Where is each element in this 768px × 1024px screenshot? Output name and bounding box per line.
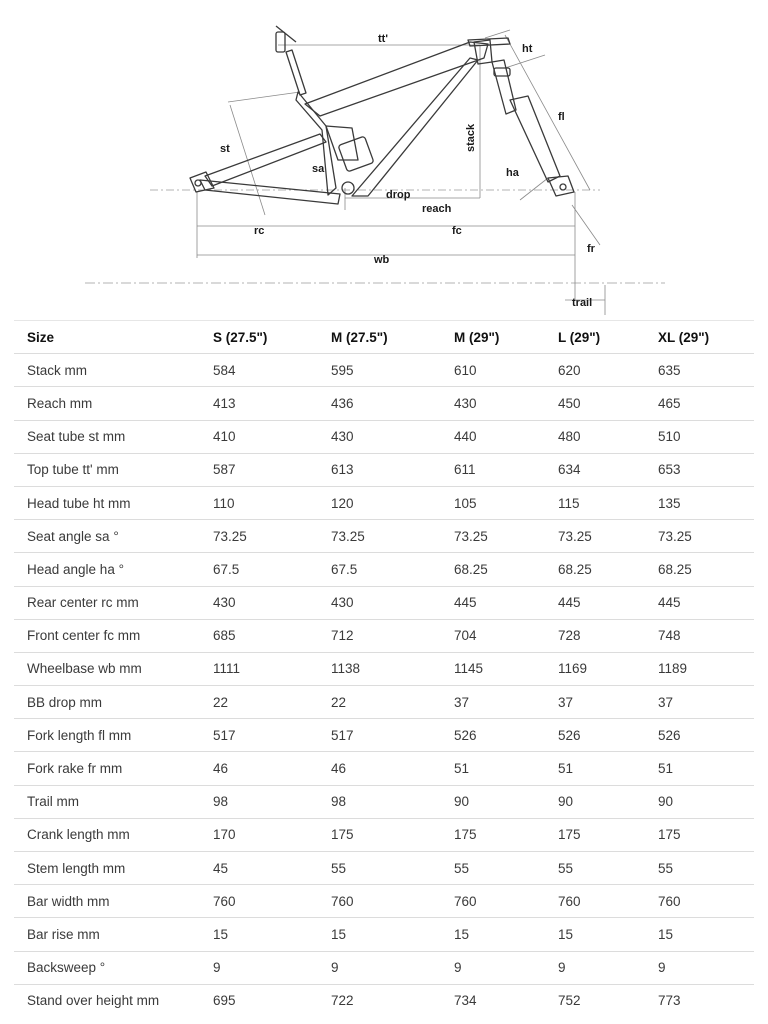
cell-size-l: 760 bbox=[545, 885, 645, 918]
cell-size-xl: 37 bbox=[645, 686, 754, 719]
cell-size-m-29: 445 bbox=[441, 586, 545, 619]
cell-size-m-27: 46 bbox=[318, 752, 441, 785]
row-label: Fork rake fr mm bbox=[14, 752, 200, 785]
cell-size-xl: 773 bbox=[645, 984, 754, 1017]
table-row bbox=[14, 652, 754, 685]
cell-size-l: 445 bbox=[545, 586, 645, 619]
dim-label-drop: drop bbox=[386, 189, 411, 201]
cell-size-xl: 1189 bbox=[645, 652, 754, 685]
reference-lines bbox=[85, 190, 665, 283]
cell-size-m-27: 430 bbox=[318, 420, 441, 453]
table-row bbox=[14, 719, 754, 752]
table-row bbox=[14, 520, 754, 553]
table-row bbox=[14, 553, 754, 586]
cell-size-m-27: 120 bbox=[318, 486, 441, 519]
cell-size-xl: 68.25 bbox=[645, 553, 754, 586]
cell-size-m-27: 1138 bbox=[318, 652, 441, 685]
dim-label-reach: reach bbox=[422, 203, 452, 215]
cell-size-m-29: 90 bbox=[441, 785, 545, 818]
table-row bbox=[14, 686, 754, 719]
cell-size-m-27: 722 bbox=[318, 984, 441, 1017]
cell-size-m-29: 440 bbox=[441, 420, 545, 453]
cell-size-m-29: 1145 bbox=[441, 652, 545, 685]
cell-size-s: 517 bbox=[200, 719, 318, 752]
cell-size-s: 98 bbox=[200, 785, 318, 818]
cell-size-m-29: 611 bbox=[441, 453, 545, 486]
cell-size-xl: 653 bbox=[645, 453, 754, 486]
table-row bbox=[14, 852, 754, 885]
cell-size-m-29: 9 bbox=[441, 951, 545, 984]
cell-size-l: 752 bbox=[545, 984, 645, 1017]
cell-size-s: 587 bbox=[200, 453, 318, 486]
dim-label-ha: ha bbox=[506, 167, 519, 179]
dim-label-fl: fl bbox=[558, 111, 565, 123]
cell-size-s: 1111 bbox=[200, 652, 318, 685]
row-label: Top tube tt' mm bbox=[14, 453, 200, 486]
cell-size-m-27: 712 bbox=[318, 619, 441, 652]
row-label: Reach mm bbox=[14, 387, 200, 420]
cell-size-m-27: 73.25 bbox=[318, 520, 441, 553]
cell-size-m-27: 517 bbox=[318, 719, 441, 752]
header-size-s: S (27.5") bbox=[200, 321, 318, 354]
cell-size-l: 480 bbox=[545, 420, 645, 453]
cell-size-m-27: 760 bbox=[318, 885, 441, 918]
table-row bbox=[14, 387, 754, 420]
cell-size-s: 760 bbox=[200, 885, 318, 918]
row-label: Backsweep ° bbox=[14, 951, 200, 984]
header-size-m-27: M (27.5") bbox=[318, 321, 441, 354]
cell-size-xl: 175 bbox=[645, 818, 754, 851]
row-label: Bar rise mm bbox=[14, 918, 200, 951]
table-body bbox=[14, 354, 754, 1017]
geometry-spec-table bbox=[14, 320, 754, 1017]
cell-size-s: 410 bbox=[200, 420, 318, 453]
cell-size-s: 584 bbox=[200, 354, 318, 387]
cell-size-s: 413 bbox=[200, 387, 318, 420]
cell-size-l: 68.25 bbox=[545, 553, 645, 586]
cell-size-l: 51 bbox=[545, 752, 645, 785]
cell-size-xl: 445 bbox=[645, 586, 754, 619]
cell-size-xl: 748 bbox=[645, 619, 754, 652]
cell-size-xl: 510 bbox=[645, 420, 754, 453]
table-row bbox=[14, 453, 754, 486]
row-label: Stem length mm bbox=[14, 852, 200, 885]
cell-size-m-27: 436 bbox=[318, 387, 441, 420]
cell-size-l: 9 bbox=[545, 951, 645, 984]
table-row bbox=[14, 619, 754, 652]
cell-size-l: 55 bbox=[545, 852, 645, 885]
cell-size-xl: 51 bbox=[645, 752, 754, 785]
row-label: Trail mm bbox=[14, 785, 200, 818]
cell-size-s: 73.25 bbox=[200, 520, 318, 553]
row-label: Seat tube st mm bbox=[14, 420, 200, 453]
row-label: Fork length fl mm bbox=[14, 719, 200, 752]
header-size-xl: XL (29") bbox=[645, 321, 754, 354]
cell-size-xl: 635 bbox=[645, 354, 754, 387]
cell-size-l: 90 bbox=[545, 785, 645, 818]
row-label: Head tube ht mm bbox=[14, 486, 200, 519]
table-row bbox=[14, 885, 754, 918]
cell-size-xl: 55 bbox=[645, 852, 754, 885]
header-size-m-29: M (29") bbox=[441, 321, 545, 354]
cell-size-m-29: 55 bbox=[441, 852, 545, 885]
dim-label-sa: sa bbox=[312, 163, 325, 175]
row-label: Rear center rc mm bbox=[14, 586, 200, 619]
cell-size-s: 170 bbox=[200, 818, 318, 851]
cell-size-l: 37 bbox=[545, 686, 645, 719]
table-row bbox=[14, 420, 754, 453]
cell-size-l: 15 bbox=[545, 918, 645, 951]
cell-size-m-29: 15 bbox=[441, 918, 545, 951]
table-row bbox=[14, 918, 754, 951]
cell-size-m-27: 613 bbox=[318, 453, 441, 486]
table-row bbox=[14, 785, 754, 818]
cell-size-m-27: 9 bbox=[318, 951, 441, 984]
cell-size-xl: 465 bbox=[645, 387, 754, 420]
cell-size-xl: 526 bbox=[645, 719, 754, 752]
row-label: Front center fc mm bbox=[14, 619, 200, 652]
row-label: Crank length mm bbox=[14, 818, 200, 851]
table-row bbox=[14, 586, 754, 619]
cell-size-l: 526 bbox=[545, 719, 645, 752]
frame-geometry-diagram bbox=[0, 0, 768, 315]
cell-size-m-29: 734 bbox=[441, 984, 545, 1017]
table-row bbox=[14, 951, 754, 984]
cell-size-m-29: 760 bbox=[441, 885, 545, 918]
cell-size-xl: 73.25 bbox=[645, 520, 754, 553]
cell-size-m-27: 55 bbox=[318, 852, 441, 885]
cell-size-l: 450 bbox=[545, 387, 645, 420]
cell-size-s: 685 bbox=[200, 619, 318, 652]
cell-size-m-29: 73.25 bbox=[441, 520, 545, 553]
row-label: Wheelbase wb mm bbox=[14, 652, 200, 685]
row-label: Stack mm bbox=[14, 354, 200, 387]
cell-size-m-29: 430 bbox=[441, 387, 545, 420]
cell-size-s: 9 bbox=[200, 951, 318, 984]
cell-size-s: 45 bbox=[200, 852, 318, 885]
cell-size-m-27: 22 bbox=[318, 686, 441, 719]
cell-size-s: 430 bbox=[200, 586, 318, 619]
dim-label-rc: rc bbox=[254, 225, 265, 237]
table-row bbox=[14, 354, 754, 387]
dim-label-fc: fc bbox=[452, 225, 462, 237]
cell-size-l: 728 bbox=[545, 619, 645, 652]
cell-size-l: 620 bbox=[545, 354, 645, 387]
cell-size-m-29: 68.25 bbox=[441, 553, 545, 586]
cell-size-xl: 90 bbox=[645, 785, 754, 818]
table-row bbox=[14, 984, 754, 1017]
cell-size-m-27: 98 bbox=[318, 785, 441, 818]
row-label: Head angle ha ° bbox=[14, 553, 200, 586]
cell-size-m-29: 704 bbox=[441, 619, 545, 652]
row-label: BB drop mm bbox=[14, 686, 200, 719]
cell-size-m-29: 526 bbox=[441, 719, 545, 752]
header-size: Size bbox=[14, 321, 200, 354]
table-row bbox=[14, 486, 754, 519]
cell-size-s: 67.5 bbox=[200, 553, 318, 586]
cell-size-l: 115 bbox=[545, 486, 645, 519]
table-row bbox=[14, 818, 754, 851]
cell-size-xl: 760 bbox=[645, 885, 754, 918]
row-label: Stand over height mm bbox=[14, 984, 200, 1017]
header-size-l: L (29") bbox=[545, 321, 645, 354]
cell-size-m-29: 51 bbox=[441, 752, 545, 785]
cell-size-xl: 9 bbox=[645, 951, 754, 984]
table-row bbox=[14, 752, 754, 785]
cell-size-m-27: 67.5 bbox=[318, 553, 441, 586]
cell-size-m-27: 175 bbox=[318, 818, 441, 851]
dim-label-ht: ht bbox=[522, 43, 533, 55]
dim-label-st: st bbox=[220, 143, 230, 155]
cell-size-xl: 135 bbox=[645, 486, 754, 519]
dim-label-tt: tt' bbox=[378, 33, 388, 45]
cell-size-m-29: 175 bbox=[441, 818, 545, 851]
row-label: Bar width mm bbox=[14, 885, 200, 918]
cell-size-l: 634 bbox=[545, 453, 645, 486]
dim-label-fr: fr bbox=[587, 243, 595, 255]
cell-size-s: 110 bbox=[200, 486, 318, 519]
cell-size-s: 15 bbox=[200, 918, 318, 951]
cell-size-s: 695 bbox=[200, 984, 318, 1017]
cell-size-l: 73.25 bbox=[545, 520, 645, 553]
cell-size-m-29: 37 bbox=[441, 686, 545, 719]
cell-size-s: 22 bbox=[200, 686, 318, 719]
dim-label-wb: wb bbox=[374, 254, 390, 266]
cell-size-m-27: 430 bbox=[318, 586, 441, 619]
table-header-row bbox=[14, 321, 754, 354]
cell-size-l: 175 bbox=[545, 818, 645, 851]
dim-label-trail: trail bbox=[572, 297, 593, 309]
cell-size-m-27: 15 bbox=[318, 918, 441, 951]
cell-size-m-27: 595 bbox=[318, 354, 441, 387]
cell-size-s: 46 bbox=[200, 752, 318, 785]
cell-size-m-29: 105 bbox=[441, 486, 545, 519]
dim-label-stack: stack bbox=[465, 123, 477, 152]
row-label: Seat angle sa ° bbox=[14, 520, 200, 553]
cell-size-xl: 15 bbox=[645, 918, 754, 951]
cell-size-m-29: 610 bbox=[441, 354, 545, 387]
cell-size-l: 1169 bbox=[545, 652, 645, 685]
